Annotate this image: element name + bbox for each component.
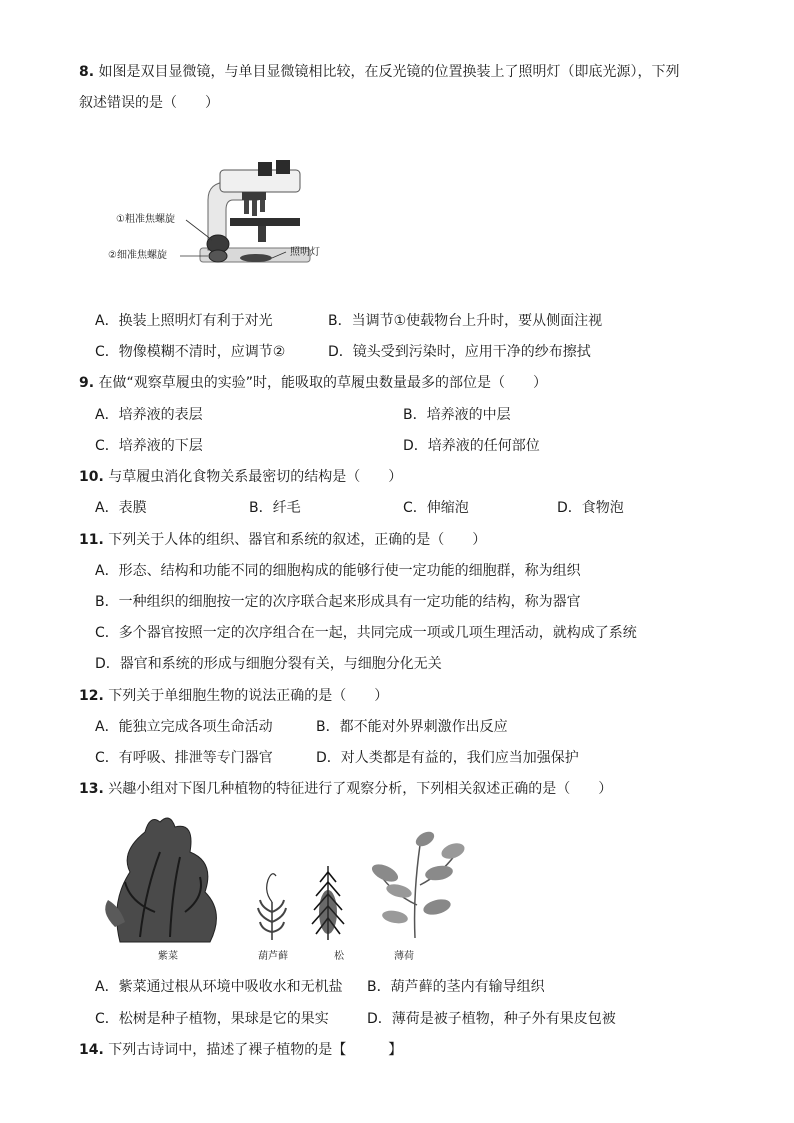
moss-image bbox=[254, 862, 290, 942]
q8-stem-line1: 8. 如图是双目显微镜，与单目显微镜相比较，在反光镜的位置换装上了照明灯（即底光源），下列 bbox=[79, 64, 680, 80]
q12-number: 12. bbox=[79, 688, 104, 704]
q11-option-b: B．一种组织的细胞按一定的次序联合起来形成具有一定功能的结构，称为器官 bbox=[95, 594, 581, 610]
q9-option-c: C．培养液的下层 bbox=[95, 438, 203, 454]
caption-pine: 松 bbox=[334, 951, 344, 962]
lamp-label: 照明灯 bbox=[290, 247, 320, 258]
q8-stem-line2: 叙述错误的是（ ） bbox=[79, 95, 219, 111]
q10-stem: 10. 与草履虫消化食物关系最密切的结构是（ ） bbox=[79, 469, 403, 485]
q10-number: 10. bbox=[79, 469, 104, 485]
q11-option-a: A．形态、结构和功能不同的细胞构成的能够行使一定功能的细胞群，称为组织 bbox=[95, 563, 581, 579]
q13-option-c: C．松树是种子植物，果球是它的果实 bbox=[95, 1011, 329, 1027]
q14-stem: 14. 下列古诗词中，描述了裸子植物的是【 】 bbox=[79, 1042, 403, 1058]
q11-option-c: C．多个器官按照一定的次序组合在一起，共同完成一项或几项生理活动，就构成了系统 bbox=[95, 625, 637, 641]
q8-option-d: D．镜头受到污染时，应用干净的纱布擦拭 bbox=[328, 344, 591, 360]
q13-option-d: D．薄荷是被子植物，种子外有果皮包被 bbox=[367, 1011, 616, 1027]
q10-option-b: B．纤毛 bbox=[249, 500, 301, 516]
q9-option-d: D．培养液的任何部位 bbox=[403, 438, 540, 454]
q9-option-b: B．培养液的中层 bbox=[403, 407, 511, 423]
q9-option-a: A．培养液的表层 bbox=[95, 407, 203, 423]
coarse-focus-label: ①粗准焦螺旋 bbox=[116, 214, 175, 225]
q8-option-a: A．换装上照明灯有利于对光 bbox=[95, 313, 273, 329]
q9-number: 9. bbox=[79, 375, 95, 391]
q12-option-b: B．都不能对外界刺激作出反应 bbox=[316, 719, 508, 735]
q13-option-a: A．紫菜通过根从环境中吸收水和无机盐 bbox=[95, 979, 343, 995]
q10-option-a: A．表膜 bbox=[95, 500, 147, 516]
q8-option-c: C．物像模糊不清时，应调节② bbox=[95, 344, 286, 360]
q8-number: 8. bbox=[79, 64, 95, 80]
caption-mint: 薄荷 bbox=[394, 951, 414, 962]
q12-stem: 12. 下列关于单细胞生物的说法正确的是（ ） bbox=[79, 688, 389, 704]
caption-laver: 紫菜 bbox=[158, 951, 178, 962]
laver-image bbox=[100, 812, 230, 944]
q12-option-a: A．能独立完成各项生命活动 bbox=[95, 719, 273, 735]
q13-stem: 13. 兴趣小组对下图几种植物的特征进行了观察分析，下列相关叙述正确的是（ ） bbox=[79, 781, 613, 797]
q10-option-c: C．伸缩泡 bbox=[403, 500, 469, 516]
q11-option-d: D．器官和系统的形成与细胞分裂有关，与细胞分化无关 bbox=[95, 656, 442, 672]
caption-moss: 葫芦藓 bbox=[258, 951, 288, 962]
q12-option-d: D．对人类都是有益的，我们应当加强保护 bbox=[316, 750, 579, 766]
q13-option-b: B．葫芦藓的茎内有输导组织 bbox=[367, 979, 545, 995]
q10-option-d: D．食物泡 bbox=[557, 500, 624, 516]
pine-image bbox=[308, 862, 348, 942]
q11-stem: 11. 下列关于人体的组织、器官和系统的叙述，正确的是（ ） bbox=[79, 532, 487, 548]
q9-stem: 9. 在做“观察草履虫的实验”时，能吸取的草履虫数量最多的部位是（ ） bbox=[79, 375, 548, 391]
q11-number: 11. bbox=[79, 532, 104, 548]
q14-number: 14. bbox=[79, 1042, 104, 1058]
q12-option-c: C．有呼吸、排泄等专门器官 bbox=[95, 750, 273, 766]
q8-option-b: B．当调节①使载物台上升时，要从侧面注视 bbox=[328, 313, 603, 329]
q13-number: 13. bbox=[79, 781, 104, 797]
mint-image bbox=[365, 825, 470, 940]
fine-focus-label: ②细准焦螺旋 bbox=[108, 250, 167, 261]
